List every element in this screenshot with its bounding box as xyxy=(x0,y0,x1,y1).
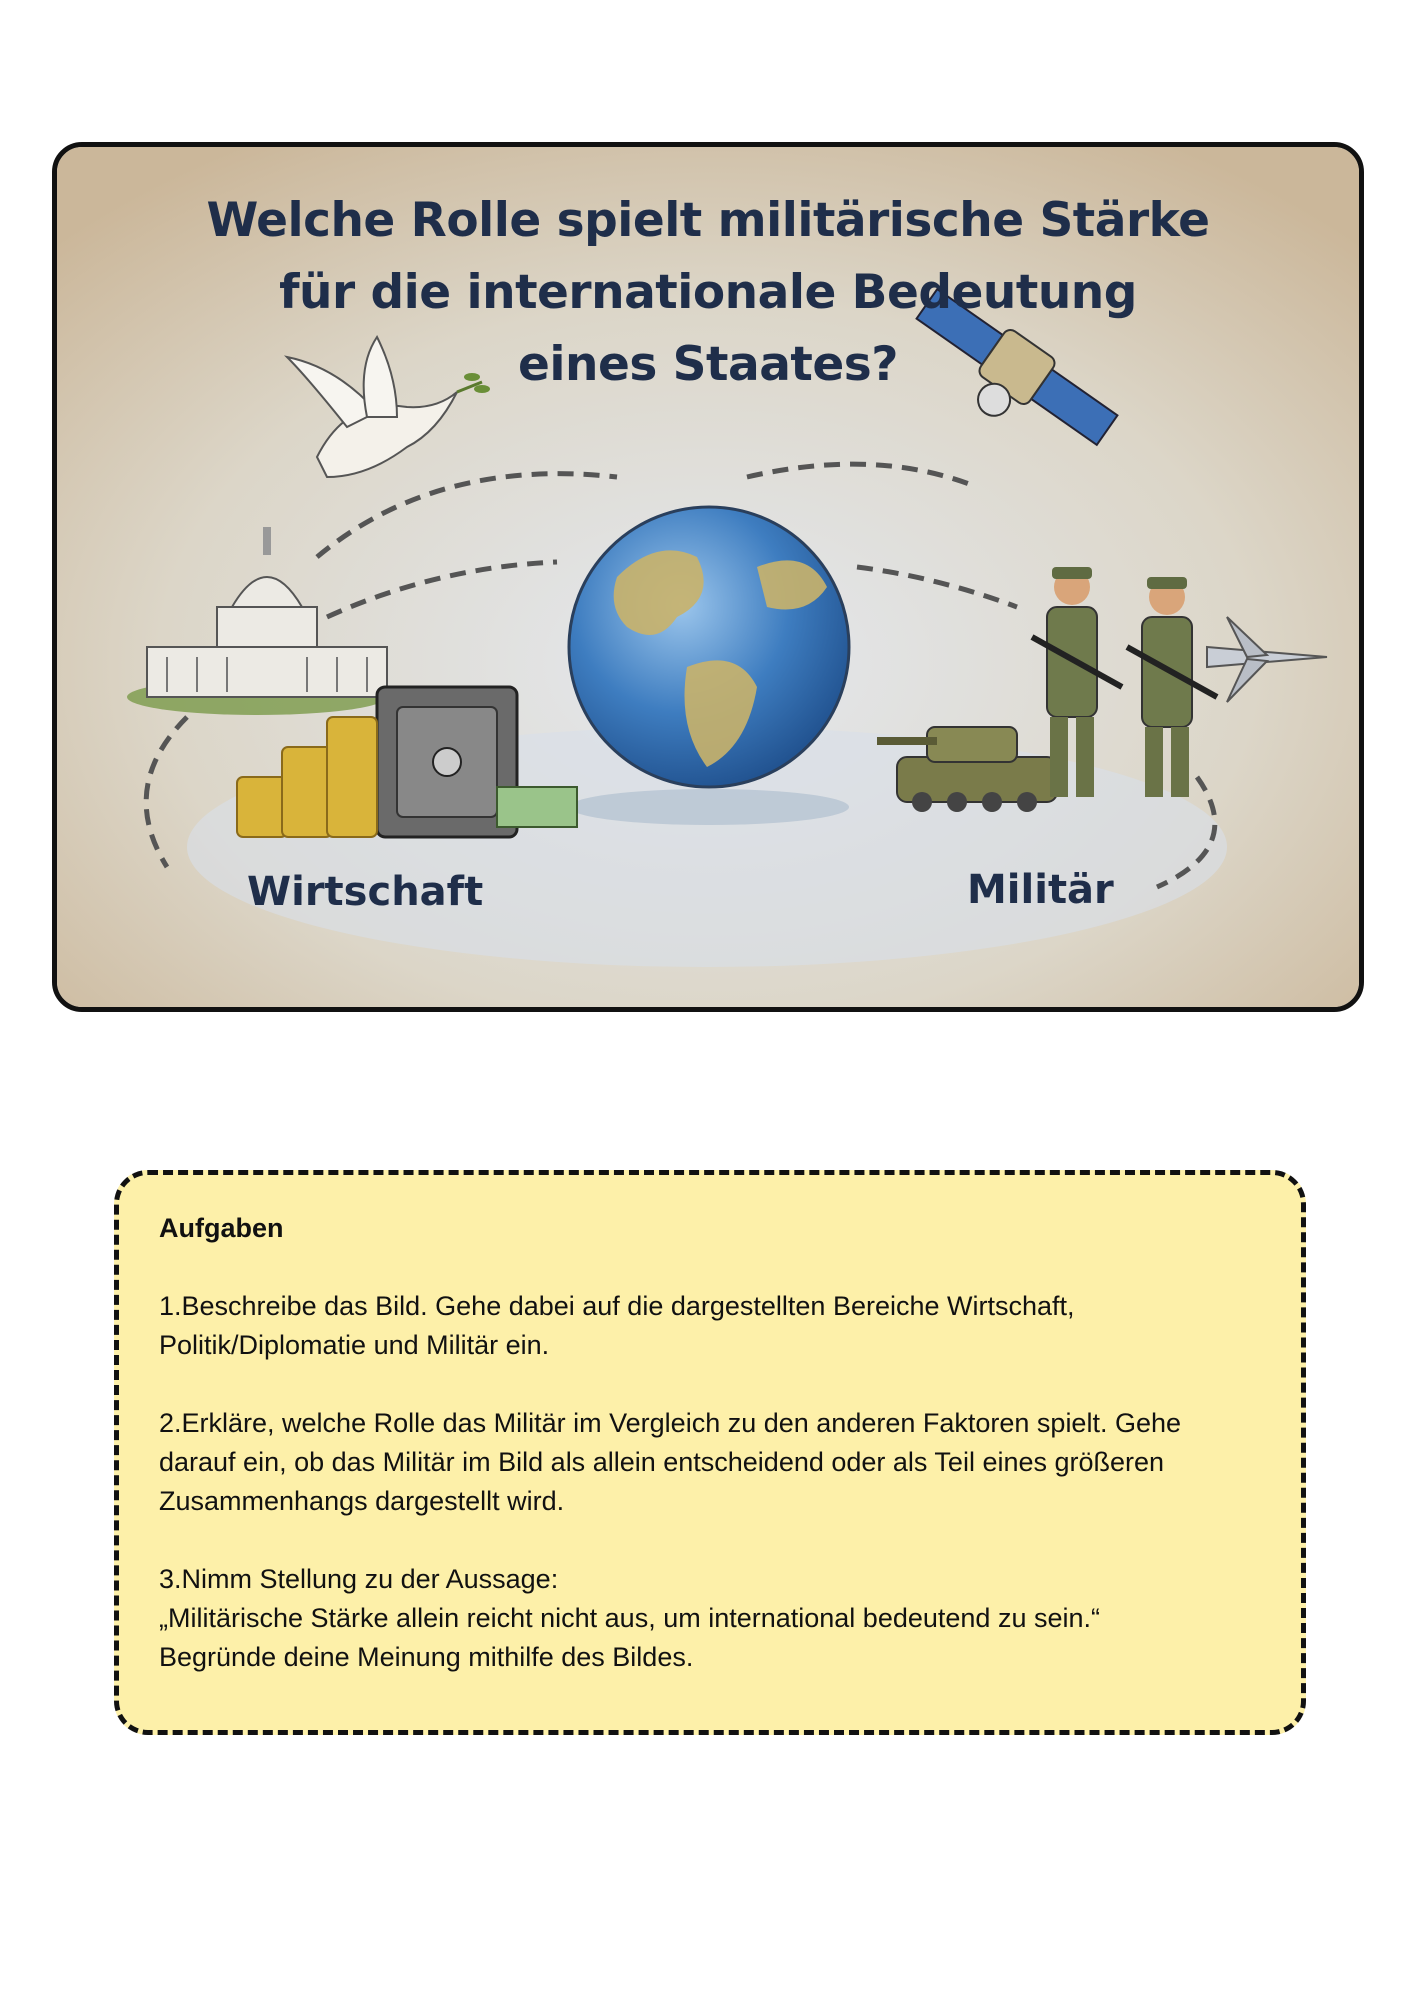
illustration-title xyxy=(57,185,1359,401)
task-line: 1.Beschreibe das Bild. Gehe dabei auf die dargestellten Bereiche Wirtschaft, xyxy=(159,1291,1075,1321)
title-line: Welche Rolle spielt militärische Stärke xyxy=(206,193,1210,248)
task-line: 3.Nimm Stellung zu der Aussage: xyxy=(159,1564,559,1594)
task-line: Zusammenhangs dargestellt wird. xyxy=(159,1486,565,1516)
title-line: für die internationale Bedeutung xyxy=(279,265,1137,320)
task-line: Begründe deine Meinung mithilfe des Bildes. xyxy=(159,1642,694,1672)
task-line: 2.Erkläre, welche Rolle das Militär im Vergleich zu den anderen Faktoren spielt. Gehe xyxy=(159,1408,1182,1438)
tasks-box xyxy=(114,1170,1306,1735)
tasks-heading: Aufgaben xyxy=(159,1213,284,1243)
task-1 xyxy=(159,1287,1261,1365)
label-militaer: Militär xyxy=(967,867,1114,913)
title-line: eines Staates? xyxy=(518,337,898,392)
task-line: Politik/Diplomatie und Militär ein. xyxy=(159,1330,550,1360)
label-wirtschaft: Wirtschaft xyxy=(247,869,484,915)
task-line: „Militärische Stärke allein reicht nicht aus, um international bedeutend zu sein.“ xyxy=(159,1603,1100,1633)
task-line: darauf ein, ob das Militär im Bild als allein entscheidend oder als Teil eines größeren xyxy=(159,1447,1165,1477)
task-2 xyxy=(159,1404,1261,1521)
illustration-frame xyxy=(52,142,1364,1012)
task-3 xyxy=(159,1560,1261,1677)
